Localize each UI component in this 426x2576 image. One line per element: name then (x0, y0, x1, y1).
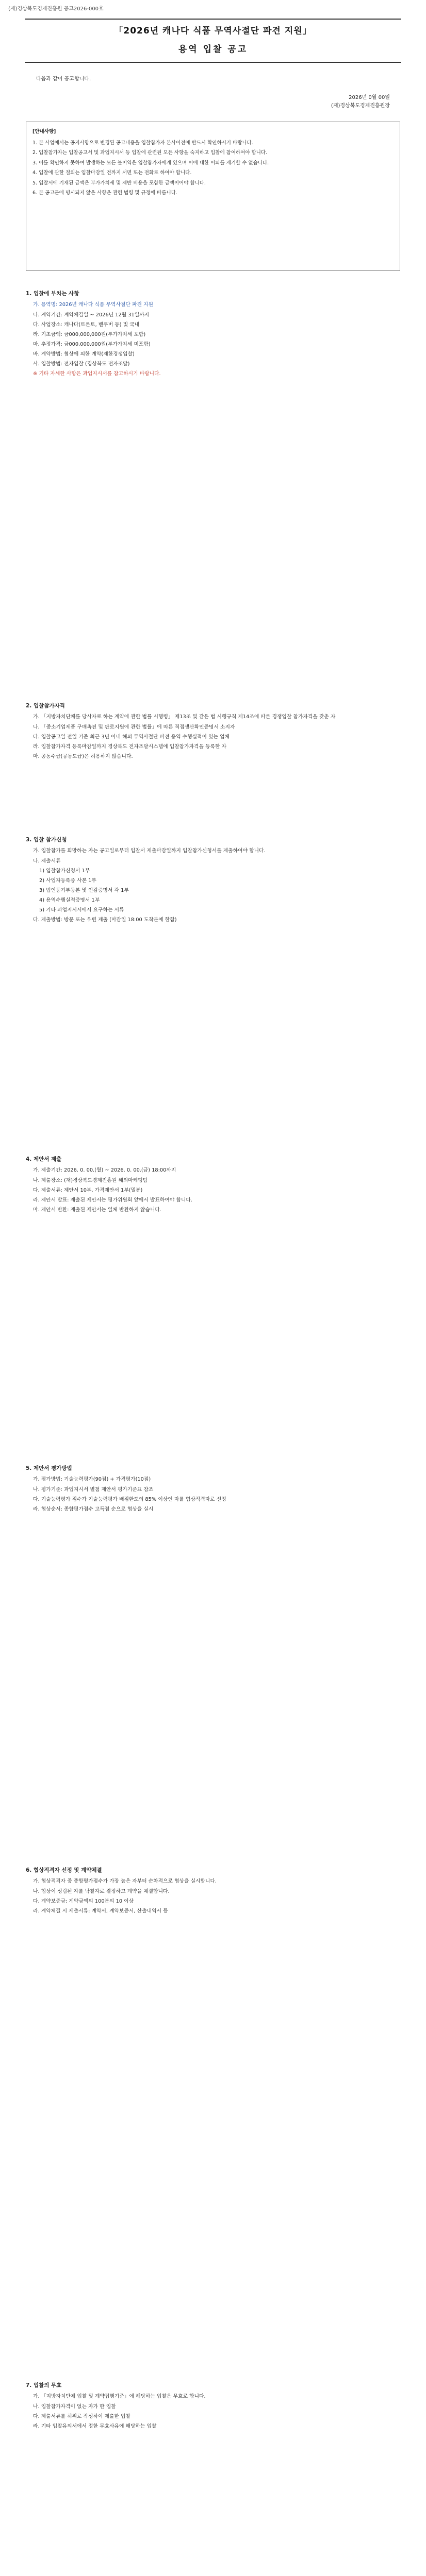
section-6 (26, 1865, 400, 1916)
notice-box-title: [안내사항] (32, 129, 56, 134)
section-line: 가. 제출기간: 2026. 0. 00.(월) ~ 2026. 0. 00.(금) 18:00까지 (33, 1167, 176, 1174)
section-line: 바. 계약방법: 협상에 의한 계약(제한경쟁입찰) (33, 351, 135, 357)
section-line: 나. 제출서류 (33, 858, 61, 864)
section-line: 나. 입찰참가자격이 없는 자가 한 입찰 (33, 2403, 116, 2410)
section-line: 마. 공동수급(공동도급)은 허용하지 않습니다. (33, 753, 133, 759)
section-5 (26, 1463, 400, 1514)
section-line: 나. 계약기간: 계약체결일 ~ 2026년 12월 31일까지 (33, 312, 150, 318)
section-line: 다. 사업장소: 캐나다(토론토, 밴쿠버 등) 및 국내 (33, 321, 140, 328)
section-heading: 1. 입찰에 부치는 사항 (26, 291, 79, 297)
section-line: 4) 용역수행실적증명서 1부 (39, 897, 100, 903)
section-line: 다. 계약보증금: 계약금액의 100분의 10 이상 (33, 1898, 134, 1904)
section-line: 나. 평가기준: 과업지시서 별첨 제안서 평가기준표 참조 (33, 1486, 154, 1493)
section-line: 나. 「중소기업제품 구매촉진 및 판로지원에 관한 법률」에 따른 직접생산확인증명서 소지자 (33, 724, 235, 730)
section-line: 가. 용역명: 2026년 캐나다 식품 무역사절단 파견 지원 (33, 302, 153, 308)
section-line: 2) 사업자등록증 사본 1부 (39, 877, 96, 884)
section-line: 5) 기타 과업지시서에서 요구하는 서류 (39, 907, 124, 913)
notice-item: 3. 이를 확인하지 못하여 발생하는 모든 불이익은 입찰참가자에게 있으며 이에 대한 이의를 제기할 수 없습니다. (32, 160, 269, 166)
section-line: ※ 기타 자세한 사항은 과업지시서를 참고하시기 바랍니다. (33, 371, 161, 377)
section-4 (26, 1154, 400, 1215)
section-line: 나. 제출장소: (재)경상북도경제진흥원 해외마케팅팀 (33, 1177, 148, 1183)
section-3 (26, 835, 400, 925)
section-line: 라. 제안서 발표: 제출된 제안서는 평가위원회 앞에서 발표하여야 합니다. (33, 1197, 192, 1203)
section-line: 다. 입찰공고일 전일 기준 최근 3년 이내 해외 무역사절단 파견 용역 수행실적이 있는 업체 (33, 734, 230, 740)
section-heading: 5. 제안서 평가방법 (26, 1465, 72, 1471)
document-title: 「2026년 캐나다 식품 무역사절단 파견 지원」 (114, 26, 312, 36)
section-2 (26, 701, 400, 761)
section-heading: 6. 협상적격자 선정 및 계약체결 (26, 1867, 102, 1873)
section-line: 다. 제출서류를 허위로 작성하여 제출한 입찰 (33, 2413, 131, 2419)
section-line: 나. 협상이 성립된 자를 낙찰자로 결정하고 계약을 체결합니다. (33, 1888, 170, 1894)
document-subtitle: 용역 입찰 공고 (178, 44, 248, 55)
section-line: 사. 입찰방법: 전자입찰 (경상북도 전자조달) (33, 361, 130, 367)
section-line: 라. 협상순서: 종합평가점수 고득점 순으로 협상을 실시 (33, 1506, 154, 1512)
section-line: 가. 「지방자치단체 입찰 및 계약집행기준」에 해당하는 입찰은 무효로 합니다. (33, 2394, 206, 2400)
section-line: 라. 계약체결 시 제출서류: 계약서, 계약보증서, 산출내역서 등 (33, 1908, 168, 1914)
section-line: 3) 법인등기부등본 및 인감증명서 각 1부 (39, 887, 129, 893)
section-line: 가. 평가방법: 기술능력평가(90점) + 가격평가(10점) (33, 1477, 151, 1483)
notice-item: 4. 입찰에 관한 질의는 입찰마감일 전까지 서면 또는 전화로 하여야 합니다. (32, 170, 192, 176)
section-line: 다. 제출방법: 방문 또는 우편 제출 (마감일 18:00 도착분에 한함) (33, 917, 177, 923)
notice-date: 2026년 0월 00일 (349, 95, 390, 100)
section-line: 1) 입찰참가신청서 1부 (39, 868, 90, 874)
section-line: 다. 제출서류: 제안서 10부, 가격제안서 1부(밀봉) (33, 1187, 143, 1193)
notice-item: 2. 입찰참가자는 입찰공고서 및 과업지시서 등 입찰에 관련된 모든 사항을 숙지하고 입찰에 참여하여야 합니다. (32, 150, 268, 156)
notice-item: 5. 입찰서에 기재된 금액은 부가가치세 및 제반 비용을 포함한 금액이어야 합니다. (32, 180, 206, 186)
section-line: 다. 기술능력평가 점수가 기술능력평가 배점한도의 85% 이상인 자를 협상적격자로 선정 (33, 1496, 226, 1502)
notice-item: 6. 본 공고문에 명시되지 않은 사항은 관련 법령 및 규정에 따릅니다. (32, 190, 177, 196)
section-line: 가. 「지방자치단체를 당사자로 하는 계약에 관한 법률 시행령」 제13조 및 같은 법 시행규칙 제14조에 따른 경쟁입찰 참가자격을 갖춘 자 (33, 714, 336, 720)
section-line: 마. 제안서 반환: 제출된 제안서는 일체 반환하지 않습니다. (33, 1207, 161, 1213)
section-line: 라. 기타 입찰유의서에서 정한 무효사유에 해당하는 입찰 (33, 2423, 157, 2429)
intro-text: 다음과 같이 공고합니다. (36, 76, 91, 82)
section-1 (26, 289, 400, 379)
section-line: 라. 기초금액: 금000,000,000원(부가가치세 포함) (33, 331, 146, 337)
section-heading: 7. 입찰의 무효 (26, 2382, 62, 2388)
section-heading: 4. 제안서 제출 (26, 1156, 62, 1162)
section-heading: 3. 입찰 참가신청 (26, 837, 67, 843)
section-line: 가. 협상적격자 중 종합평가점수가 가장 높은 자부터 순차적으로 협상을 실시합니다. (33, 1878, 217, 1885)
section-line: 라. 입찰참가자격 등록마감일까지 경상북도 전자조달시스템에 입찰참가자격을 등록한 자 (33, 743, 227, 750)
notice-item: 1. 본 사업에서는 공지사항으로 변경된 공고내용을 입찰참가자 본사이전에 반드시 확인하시기 바랍니다. (32, 140, 253, 146)
section-line: 마. 추정가격: 금000,000,000원(부가가치세 미포함) (33, 341, 151, 347)
section-7 (26, 2380, 400, 2431)
section-line: 가. 입찰참가를 희망하는 자는 공고일로부터 입찰서 제출마감일까지 입찰참가신청서를 제출하여야 합니다. (33, 848, 266, 854)
title-box (25, 19, 401, 63)
notice-number: (재)경상북도경제진흥원 공고2026-000호 (8, 6, 104, 12)
notice-box (26, 122, 400, 271)
agency-name: (재)경상북도경제진흥원장 (331, 103, 390, 109)
section-heading: 2. 입찰참가자격 (26, 703, 65, 709)
